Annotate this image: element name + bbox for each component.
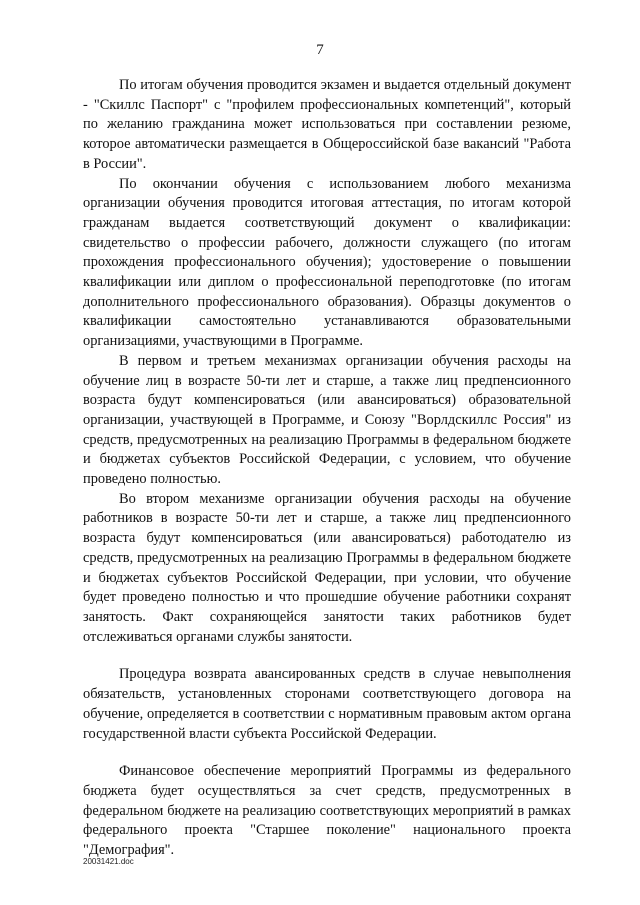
page-number: 7 xyxy=(316,42,324,58)
paragraph-skills-passport: По итогам обучения проводится экзамен и выдается отдельный документ - "Скиллс Паспорт" с "профилем профессиональных компетенций", который по желанию гражданина может использоваться при составлении резюме, которое автоматически размещается в Общероссийской базе вакансий "Работа в России". xyxy=(83,77,571,172)
file-name-footer: 20031421.doc xyxy=(83,857,134,866)
paragraph-first-third-mechanisms: В первом и третьем механизмах организации обучения расходы на обучение лиц в возрасте 50-ти лет и старше, а также лиц предпенсионного возраста будут компенсироваться (или авансироваться) образовательной организации, участвующей в Программе, и Союзу "Ворлдскиллс Россия" из средств, предусмотренных на реализацию Программы в федеральном бюджете и бюджетах субъектов Российской Федерации, с условием, что обучение проведено полностью. xyxy=(83,352,571,488)
paragraph-refund-procedure: Процедура возврата авансированных средств в случае невыполнения обязательств, установленных сторонами соответствующего договора на обучение, определяется в соответствии с нормативным правовым актом органа государственной власти субъекта Российской Федерации. xyxy=(83,666,571,742)
paragraph-second-mechanism: Во втором механизме организации обучения расходы на обучение работников в возрасте 50-ти лет и старше, а также лиц предпенсионного возраста будут компенсироваться (или авансироваться) работодателю из средств, предусмотренных на реализацию Программы в федеральном бюджете и бюджетах субъектов Российской Федерации, при условии, что обучение будет проведено полностью и что прошедшие обучение работники сохранят занятость. Факт сохраняющейся занятости таких работников будет отслеживаться органами службы занятости. xyxy=(83,490,571,645)
paragraph-final-attestation: По окончании обучения с использованием любого механизма организации обучения проводится итоговая аттестация, по итогам которой гражданам выдается соответствующий документ о квалификации: свидетельство о профессии рабочего, должности служащего (по итогам прохождения профессионального обучения); удостоверение о повышении квалификации или диплом о профессиональной переподготовке (по итогам дополнительного профессионального образования). Образцы документов о квалификации самостоятельно устанавливаются образовательными организациями, участвующими в Программе. xyxy=(83,175,571,350)
document-body xyxy=(83,76,571,861)
paragraph-federal-funding: Финансовое обеспечение мероприятий Программы из федерального бюджета будет осуществляться за счет средств, предусмотренных в федеральном бюджете на реализацию соответствующих мероприятий в рамках федерального проекта "Старшее поколение" национального проекта "Демография". xyxy=(83,763,571,859)
